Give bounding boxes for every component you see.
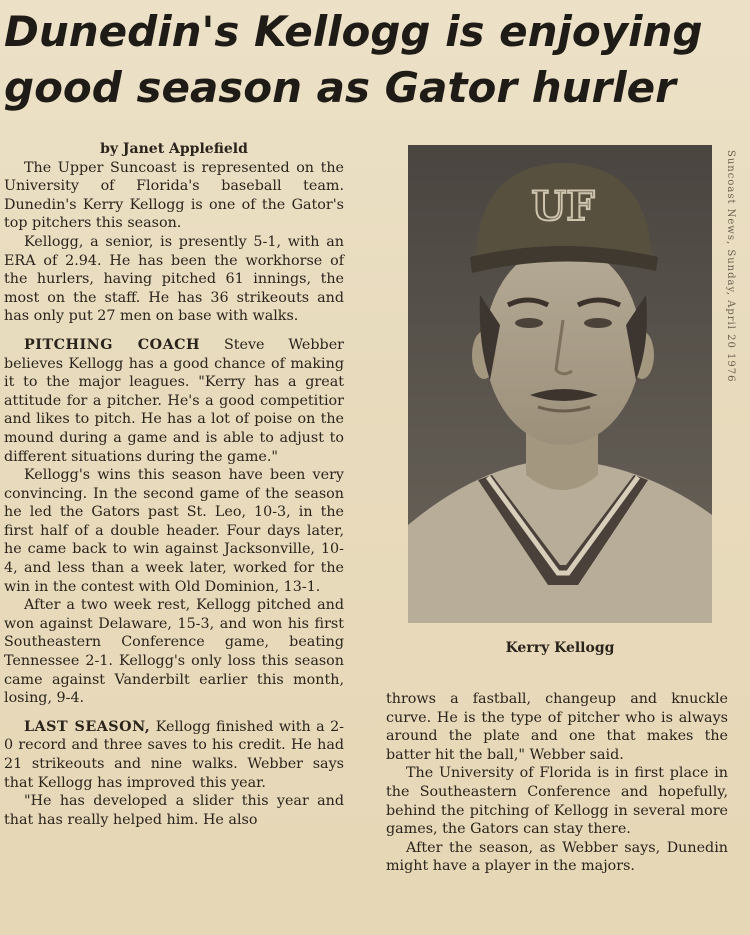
article-paragraph: throws a fastball, changeup and knuckle curve. He is the type of pitcher who is always around the plate and one that makes the batter hit the ball," Webber said. (386, 691, 728, 763)
right-paragraphs (386, 690, 728, 876)
article-paragraph (4, 336, 344, 466)
side-print-text: Suncoast News, Sunday, April 20 1976 (725, 150, 736, 383)
left-paragraphs (4, 159, 344, 830)
byline: by Janet Applefield (100, 141, 248, 157)
paragraph-text: After a two week rest, Kellogg pitched and won against Delaware, 15-3, and won his first Southeastern Conference game, beating Tennessee 2-1. Kellogg's only loss this season came against Vanderbilt earlier this month, losing, 9-4. (4, 597, 344, 707)
paragraph-text: Kellogg's wins this season have been very convincing. In the second game of the season he led the Gators past St. Leo, 10-3, in the first half of a double header. Four days later, he came back to win against Jacksonville, 10-4, and less than a week later, worked for the win in the contest with Old Dominion, 13-1. (4, 467, 344, 595)
player-photo (408, 145, 712, 623)
paragraph-text: Kellogg finished with a 2-0 record and three saves to his credit. He had 21 strikeouts and nine walks. Webber says that Kellogg has improved this year. (4, 718, 345, 791)
article-paragraph (4, 466, 344, 596)
photo-caption: Kerry Kellogg (505, 640, 615, 656)
portrait-illustration (408, 145, 712, 623)
article-paragraph: After the season, as Webber says, Dunedin might have a player in the majors. (386, 839, 728, 875)
paragraph-text: "He has developed a slider this year and that has really helped him. He also (4, 793, 344, 828)
paragraph-lead-in: PITCHING COACH (24, 336, 201, 353)
article-paragraph (4, 596, 344, 708)
article-paragraph (4, 233, 344, 326)
article-paragraph (4, 792, 344, 829)
article-paragraph (4, 159, 344, 233)
headline: Dunedin's Kellogg is enjoying good season as Gator hurler (4, 7, 703, 112)
paragraph-text: Kellogg, a senior, is presently 5-1, with an ERA of 2.94. He has been the workhorse of the hurlers, having pitched 61 innings, the most on the staff. He has 36 strikeouts and has only put 27 men on base with walks. (4, 233, 344, 325)
article-paragraph: The University of Florida is in first place in the Southeastern Conference and hopefully, behind the pitching of Kellogg in several more games, the Gators can stay there. (386, 765, 728, 838)
cap-logo: UF (531, 183, 595, 230)
paragraph-lead-in: LAST SEASON, (24, 718, 151, 735)
article-paragraph (4, 718, 344, 792)
article-column-right (386, 690, 728, 876)
paragraph-text: The Upper Suncoast is represented on the University of Florida's baseball team. Dunedin's Kerry Kellogg is one of the Gator's top pitchers this season. (4, 159, 344, 232)
paragraph-text: Steve Webber believes Kellogg has a good chance of making it to the major leagues. "Kerry has a great attitude for a pitcher. He's a good competitior and likes to pitch. He has a lot of poise on the mound during a game and is able to adjust to different situations during the game." (4, 336, 344, 465)
article-column-left (4, 140, 344, 829)
